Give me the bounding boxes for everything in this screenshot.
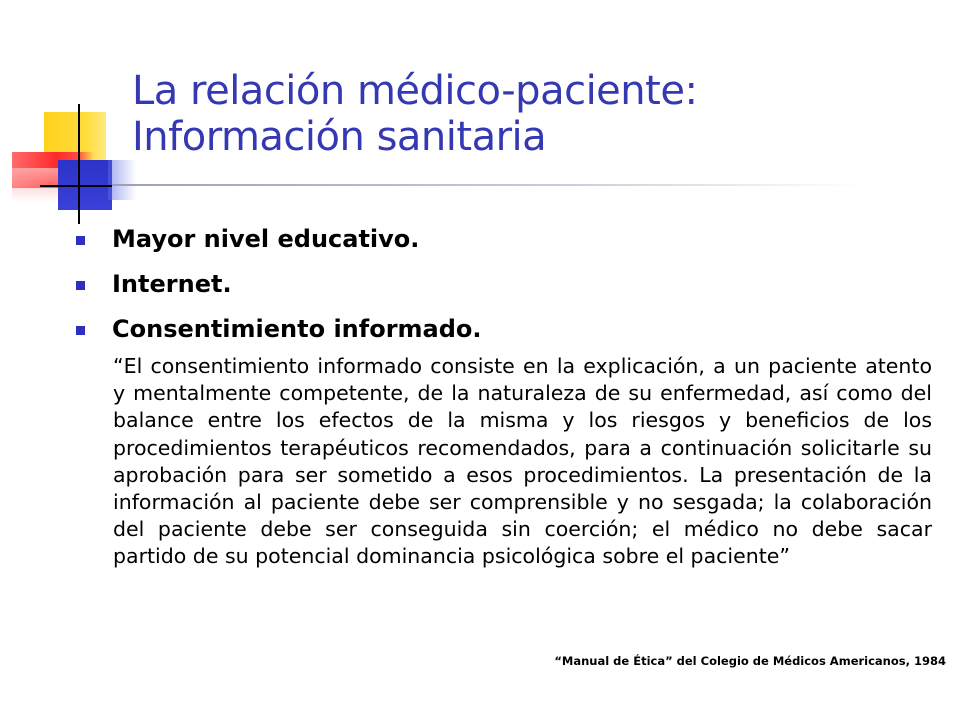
square-bullet-icon xyxy=(76,281,85,290)
ornament-horizontal-line xyxy=(40,185,112,187)
bullet-text: Internet. xyxy=(112,270,232,298)
slide-title xyxy=(132,68,697,160)
bullet-item xyxy=(76,312,482,357)
consent-quote: “El consentimiento informado consiste en la explicación, a un paciente atento y mentalmente competente, de la naturaleza de su enfermedad, así como del balance entre los efectos de la misma y los riesgos y beneficios de los procedimientos terapéuticos recomendados, para a continuación solicitarle su aprobación para ser sometido a esos procedimientos. La presentación de la información al paciente debe ser comprensible y no sesgada; la colaboración del paciente debe ser conseguida sin coerción; el médico no debe sacar partido de su potencial dominancia psicológica sobre el paciente” xyxy=(113,354,932,569)
ornament-vertical-line xyxy=(78,104,80,224)
quote-citation: “Manual de Ética” del Colegio de Médicos Americanos, 1984 xyxy=(554,654,946,668)
bullet-item xyxy=(76,267,482,312)
slide-title-line-2: Información sanitaria xyxy=(132,114,547,160)
bullet-list xyxy=(76,222,482,357)
slide-title-line-1: La relación médico-paciente: xyxy=(132,68,698,114)
bullet-text: Consentimiento informado. xyxy=(112,315,482,343)
ornament-blue-glow xyxy=(108,160,136,200)
bullet-item xyxy=(76,222,482,267)
square-bullet-icon xyxy=(76,326,85,335)
bullet-text: Mayor nivel educativo. xyxy=(112,225,420,253)
square-bullet-icon xyxy=(76,236,85,245)
title-underline-rule xyxy=(112,184,862,186)
